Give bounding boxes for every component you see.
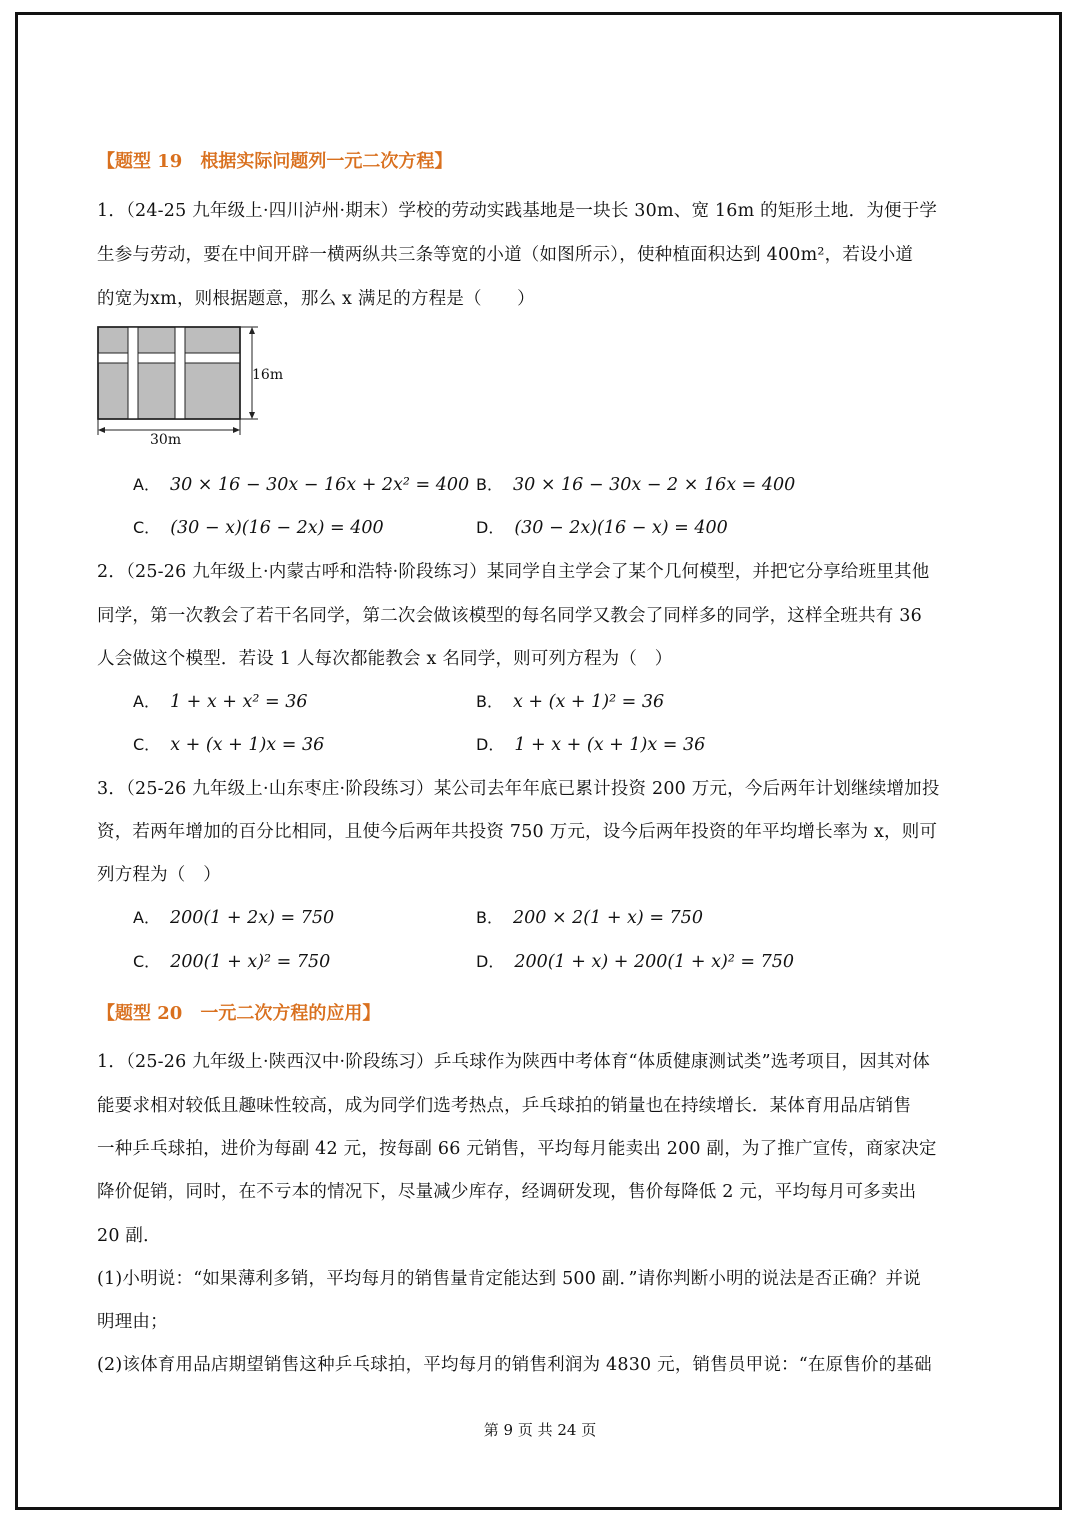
q4-line-1: 1．（25-26 九年级上·陕西汉中·阶段练习）乒乓球作为陕西中考体育“体质健康测试类”选考项目，因其对体 (97, 1052, 931, 1072)
q3-option-b: B． 200 × 2(1 + x) = 750 (476, 908, 703, 928)
section-title-20: 【题型 20 一元二次方程的应用】 (97, 1003, 381, 1024)
q1-option-d: D． (30 − 2x)(16 − x) = 400 (476, 518, 728, 538)
page-footer: 第 9 页 共 24 页 (483, 1421, 597, 1439)
q4-line-6: (1)小明说：“如果薄利多销，平均每月的销售量肯定能达到 500 副．”请你判断小明的说法是否正确？并说 (97, 1269, 921, 1289)
horizontal-path (98, 353, 240, 363)
section-title-19: 【题型 19 根据实际问题列一元二次方程】 (97, 151, 453, 172)
q3-line-3: 列方程为（ ） (97, 865, 221, 885)
q1-option-b: B． 30 × 16 − 30x − 2 × 16x = 400 (476, 475, 796, 495)
height-label: 16m (252, 367, 284, 383)
q4-line-8: (2)该体育用品店期望销售这种乒乓球拍，平均每月的销售利润为 4830 元，销售员甲说：“在原售价的基础 (97, 1355, 932, 1375)
q3-line-1: 3．（25-26 九年级上·山东枣庄·阶段练习）某公司去年年底已累计投资 200 万元，今后两年计划继续增加投 (97, 779, 940, 799)
q4-line-2: 能要求相对较低且趣味性较高，成为同学们选考热点，乒乓球拍的销量也在持续增长．某体育用品店销售 (97, 1096, 912, 1116)
q4-line-7: 明理由； (97, 1312, 168, 1332)
q3-option-d: D． 200(1 + x) + 200(1 + x)² = 750 (476, 952, 795, 972)
q3-line-2: 资，若两年增加的百分比相同，且使今后两年共投资 750 万元，设今后两年投资的年平均增长率为 x，则可 (97, 822, 938, 842)
q2-option-b: B． x + (x + 1)² = 36 (476, 692, 665, 712)
q2-line-2: 同学，第一次教会了若干名同学，第二次会做该模型的每名同学又教会了同样多的同学，这样全班共有 36 (97, 606, 922, 626)
q2-line-1: 2．（25-26 九年级上·内蒙古呼和浩特·阶段练习）某同学自主学会了某个几何模型，并把它分享给班里其他 (97, 562, 930, 582)
q2-option-c: C． x + (x + 1)x = 36 (133, 735, 325, 755)
width-label: 30m (150, 432, 182, 448)
field-rect (98, 327, 240, 419)
q1-line-3: 的宽为xm，则根据题意，那么 x 满足的方程是（ ） (97, 289, 535, 309)
q1-line-1: 1．（24-25 九年级上·四川泸州·期末）学校的劳动实践基地是一块长 30m、宽 16m 的矩形土地．为便于学 (97, 201, 938, 221)
vertical-path-right (175, 327, 185, 419)
q2-line-3: 人会做这个模型．若设 1 人每次都能教会 x 名同学，则可列方程为（ ） (97, 649, 673, 669)
q4-line-4: 降价促销，同时，在不亏本的情况下，尽量减少库存，经调研发现，售价每降低 2 元，平均每月可多卖出 (97, 1182, 917, 1202)
q3-option-c: C． 200(1 + x)² = 750 (133, 952, 331, 972)
q2-option-d: D． 1 + x + (x + 1)x = 36 (476, 735, 706, 755)
q1-line-2: 生参与劳动，要在中间开辟一横两纵共三条等宽的小道（如图所示），使种植面积达到 400m²，若设小道 (97, 245, 914, 265)
q1-option-c: C． (30 − x)(16 − 2x) = 400 (133, 518, 384, 538)
q4-line-3: 一种乒乓球拍，进价为每副 42 元，按每副 66 元销售，平均每月能卖出 200 副，为了推广宣传，商家决定 (97, 1139, 937, 1159)
vertical-path-left (128, 327, 138, 419)
q4-line-5: 20 副． (97, 1226, 161, 1246)
q3-option-a: A． 200(1 + 2x) = 750 (133, 908, 335, 928)
q1-option-a: A． 30 × 16 − 30x − 16x + 2x² = 400 (133, 475, 470, 495)
field-diagram (90, 320, 300, 450)
q2-option-a: A． 1 + x + x² = 36 (133, 692, 308, 712)
